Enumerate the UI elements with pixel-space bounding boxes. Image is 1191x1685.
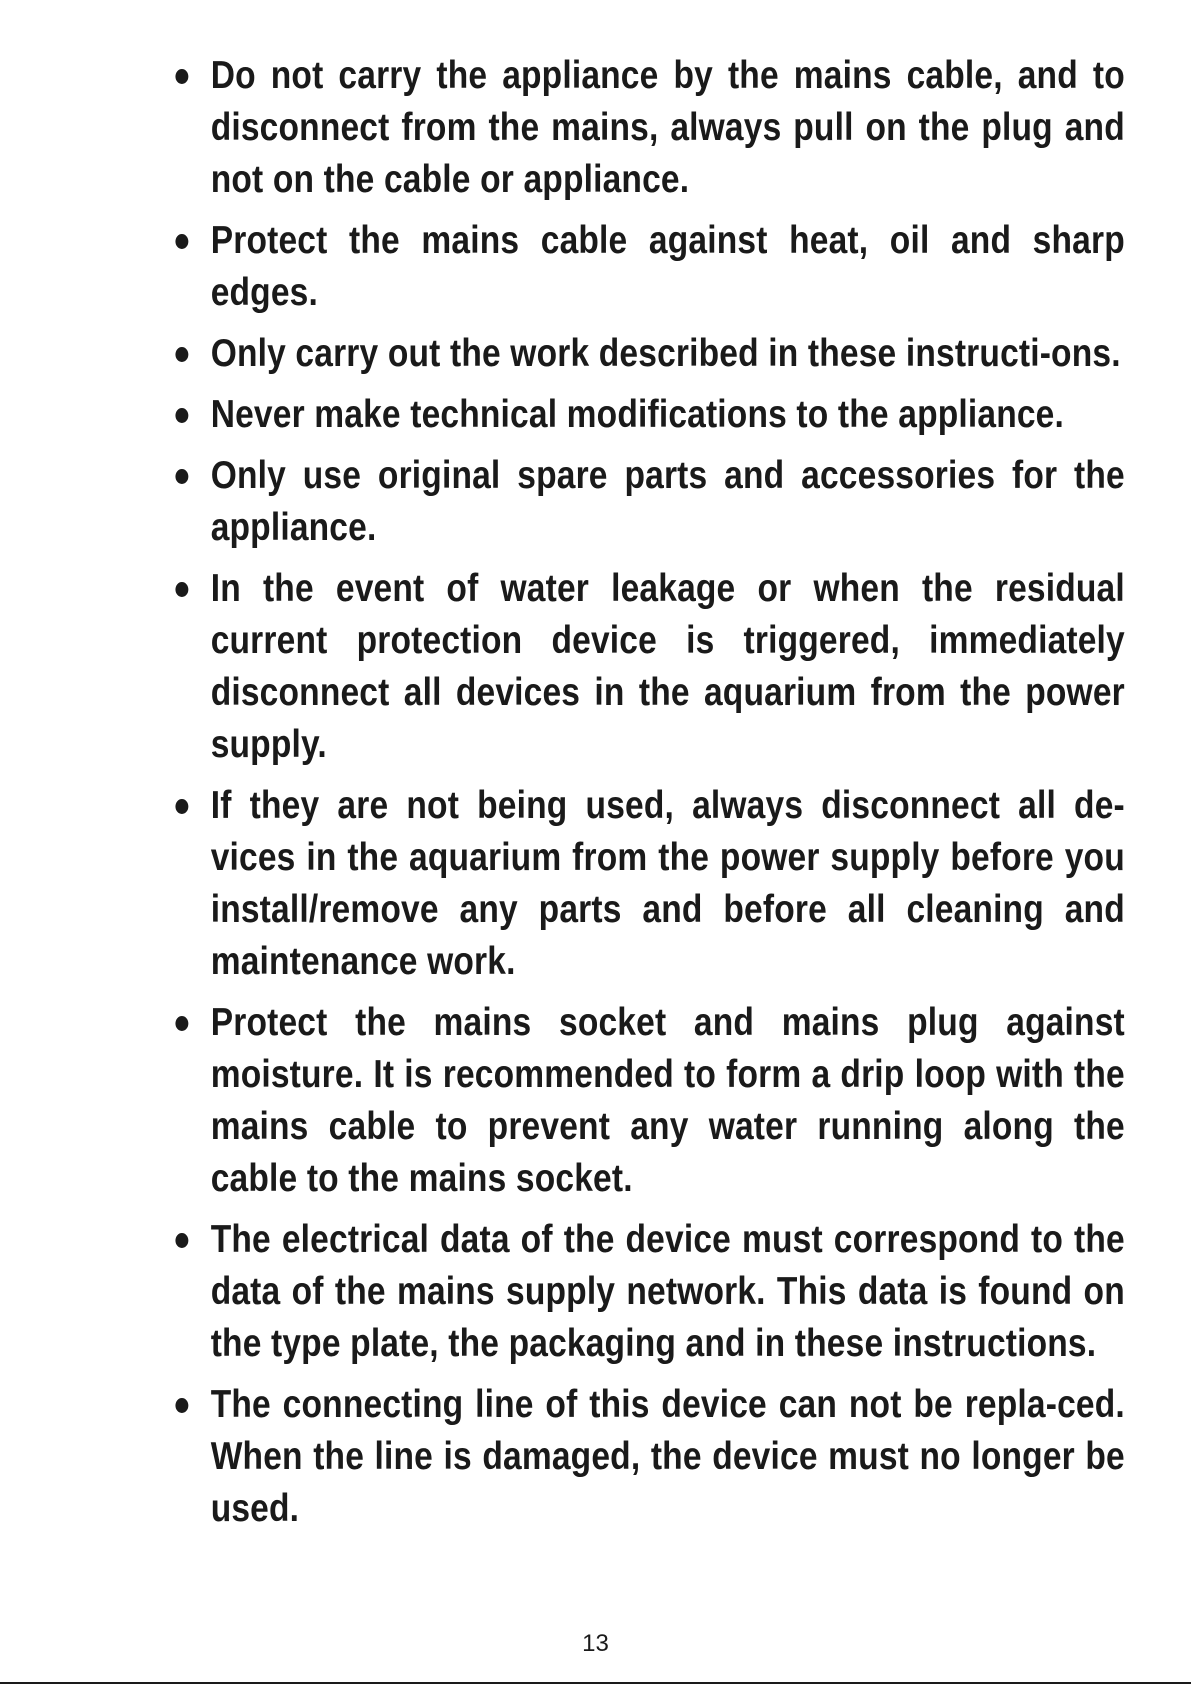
list-item <box>172 450 1125 554</box>
bullet-icon <box>175 469 188 484</box>
list-item-text: Never make technical modifications to the appliance. <box>210 393 1064 436</box>
list-item <box>172 50 1125 206</box>
list-item <box>172 328 1125 380</box>
list-item-text: Protect the mains cable against heat, oil and sharp edges. <box>210 219 1125 314</box>
bullet-icon <box>175 1233 188 1248</box>
list-item <box>172 1214 1125 1370</box>
bullet-icon <box>175 234 188 249</box>
bullet-icon <box>175 347 188 362</box>
list-item <box>172 215 1125 319</box>
list-item <box>172 997 1125 1205</box>
bullet-icon <box>175 69 188 84</box>
list-item-text: Do not carry the appliance by the mains cable, and to disconnect from the mains, always pull on the plug and not on the cable or appliance. <box>210 54 1125 201</box>
bullet-icon <box>175 582 188 597</box>
list-item-text: In the event of water leakage or when the residual current protection device is triggered, immediately disconnect all devices in the aquarium from the power supply. <box>210 567 1125 766</box>
bullet-icon <box>175 408 188 423</box>
bullet-icon <box>175 799 188 814</box>
bullet-icon <box>175 1016 188 1031</box>
list-item-text: The connecting line of this device can not be repla-ced. When the line is damaged, the device must no longer be used. <box>210 1383 1125 1530</box>
list-item-text: If they are not being used, always disconnect all de-vices in the aquarium from the power supply before you install/remove any parts and before all cleaning and maintenance work. <box>210 784 1125 983</box>
list-item <box>172 780 1125 988</box>
page-number: 13 <box>582 1630 609 1657</box>
safety-bullet-list <box>172 50 1130 1544</box>
list-item <box>172 1379 1125 1535</box>
list-item-text: Only carry out the work described in these instructi-ons. <box>210 332 1121 375</box>
bullet-icon <box>175 1398 188 1413</box>
bottom-divider <box>0 1682 1191 1684</box>
list-item <box>172 389 1125 441</box>
list-item-text: Protect the mains socket and mains plug against moisture. It is recommended to form a drip loop with the mains cable to prevent any water running along the cable to the mains socket. <box>210 1001 1125 1200</box>
list-item <box>172 563 1125 771</box>
list-item-text: The electrical data of the device must correspond to the data of the mains supply network. This data is found on the type plate, the packaging and in these instructions. <box>210 1218 1125 1365</box>
list-item-text: Only use original spare parts and accessories for the appliance. <box>210 454 1125 549</box>
